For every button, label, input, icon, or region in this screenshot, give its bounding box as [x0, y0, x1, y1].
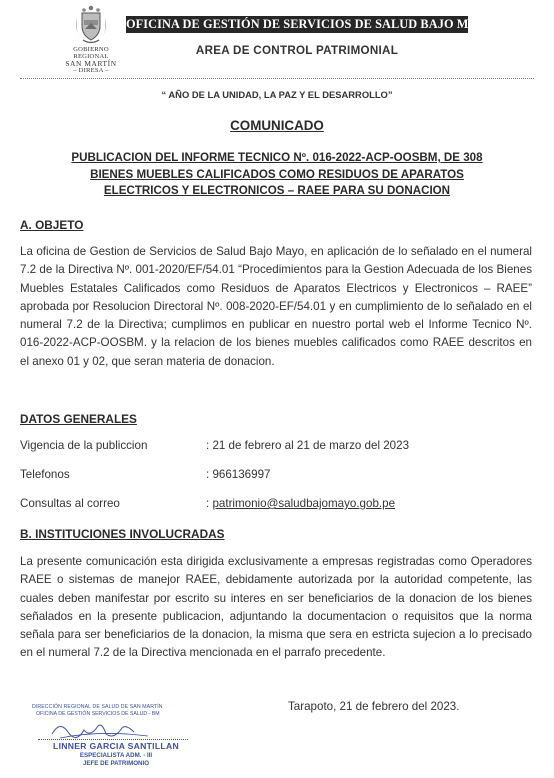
section-b-paragraph: La presente comunicación esta dirigida exclusivamente a empresas registradas como Operadores RAEE o sistemas de manejor RAEE, debidamente autorizada por la autoridad competente, las cuales deben manifestar por escrito su interes en ser beneficiarios de la donacion de los bienes señalados en la presente publicacion, adjuntando la documentacion o requisitos que la norma señala para ser beneficiarios de la donacion, la misma que sera en estricta sujecion a lo precisado en el numeral 7.2 de la Directiva mencionada en el parrafo precedente. — [20, 555, 532, 660]
stamp-line-2: OFICINA DE GESTIÓN SERVICIOS DE SALUD - BM — [36, 711, 160, 717]
letterhead — [20, 4, 534, 76]
info-label: Vigencia de la publiccion — [20, 439, 148, 452]
info-label: Telefonos — [20, 468, 70, 481]
info-label: Consultas al correo — [20, 497, 120, 510]
year-motto: “ AÑO DE LA UNIDAD, LA PAZ Y EL DESARROLLO” — [161, 89, 393, 100]
info-row-correo — [20, 497, 532, 515]
email-link[interactable]: patrimonio@saludbajomayo.gob.pe — [212, 497, 396, 510]
subject-line-3: ELECTRICOS Y ELECTRONICOS – RAEE PARA SU DONACION — [103, 184, 451, 198]
phone-number: : 966136997 — [206, 468, 271, 481]
info-value — [206, 497, 395, 510]
area-title: AREA DE CONTROL PATRIMONIAL — [195, 44, 399, 57]
section-b-heading: B. INSTITUCIONES INVOLUCRADAS — [20, 527, 225, 541]
document-title: COMUNICADO — [230, 118, 324, 133]
datos-generales-heading: DATOS GENERALES — [20, 412, 137, 426]
info-value: : 21 de febrero al 21 de marzo del 2023 — [206, 439, 410, 452]
section-a-heading: A. OBJETO — [20, 218, 84, 232]
regional-coat-of-arms-icon — [71, 4, 111, 46]
header-divider — [20, 78, 534, 79]
signature-line — [38, 739, 188, 740]
official-stamp — [30, 698, 200, 772]
institution-logo — [56, 4, 126, 72]
info-row-vigencia — [20, 439, 532, 457]
signer-role-1: ESPECIALISTA ADM. - III — [79, 752, 153, 759]
document-subject — [20, 150, 534, 200]
logo-line-1: GOBIERNO REGIONAL — [73, 46, 109, 60]
office-title: OFICINA DE GESTIÓN DE SERVICIOS DE SALUD BAJO MAYO — [126, 17, 495, 31]
signer-role-2: JEFE DE PATRIMONIO — [82, 760, 150, 767]
subject-line-1: PUBLICACION DEL INFORME TECNICO Nº. 016-2022-ACP-OOSBM, DE 308 — [71, 151, 483, 164]
place-and-date: Tarapoto, 21 de febrero del 2023. — [288, 700, 460, 713]
info-row-telefonos — [20, 468, 532, 486]
subject-line-2: BIENES MUEBLES CALIFICADOS COMO RESIDUOS DE APARATOS — [90, 167, 464, 181]
email-prefix: : — [206, 497, 213, 510]
signer-name: LINNER GARCIA SANTILLAN — [53, 741, 179, 751]
stamp-line-1: DIRECCIÓN REGIONAL DE SALUD DE SAN MARTÍN — [32, 704, 163, 710]
logo-line-2: SAN MARTÍN — [65, 59, 117, 68]
logo-line-3: – DIRESA – — [73, 67, 109, 74]
section-a-paragraph: La oficina de Gestion de Servicios de Salud Bajo Mayo, en aplicación de lo señalado en el numeral 7.2 de la Directiva Nº. 001-2020/EF/54.01 “Procedimientos para la Gestion Adecuada de los Bienes Muebles Estatales Calificados como Residuos de Aparatos Electricos y Electronicos – RAEE” aprobada por Resolucion Directoral Nº. 008-2020-EF/54.01 y en cumplimiento de lo señalado en el numeral 7.2 de la Directiva; cumplimos en publicar en nuestro portal web el Informe Tecnico Nº. 016-2022-ACP-OOSBM. y la relacion de los bienes muebles calificados como RAEE descritos en el anexo 01 y 02, que seran materia de donacion. — [20, 245, 532, 368]
